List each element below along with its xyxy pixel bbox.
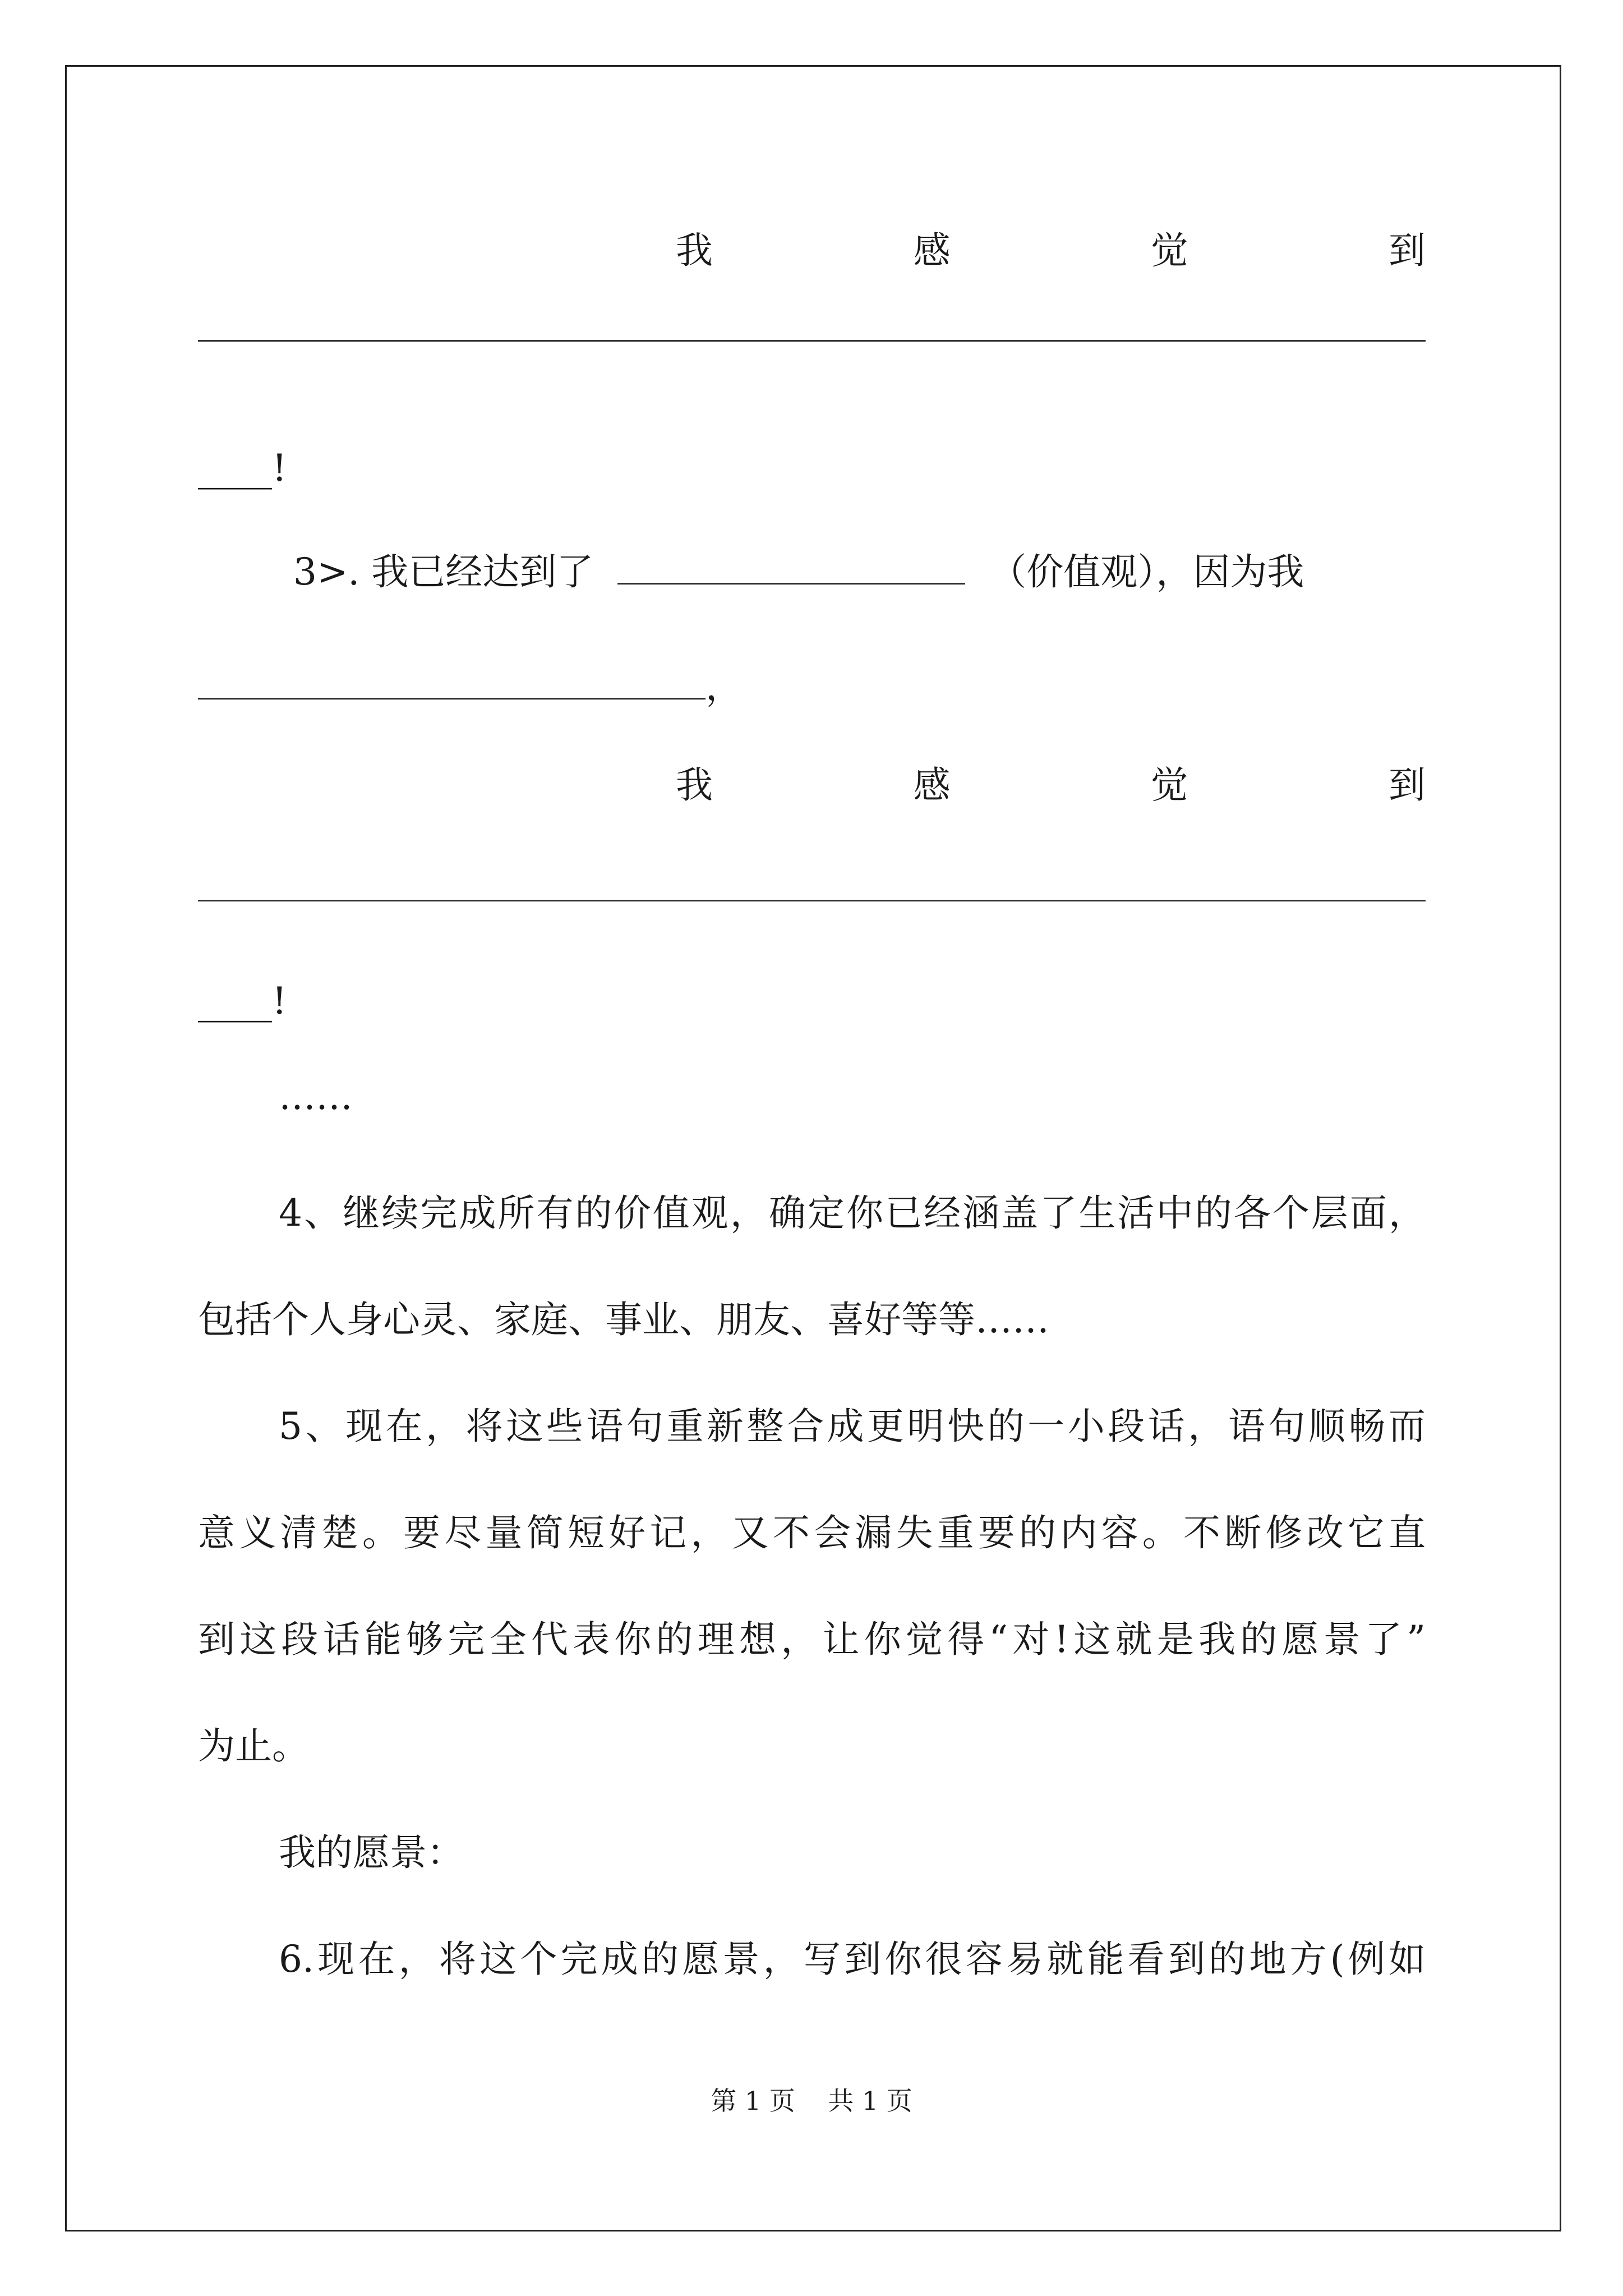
page-footer [0,2084,1623,2118]
felt-char: 我 [676,229,713,272]
felt-line-2 [676,760,1426,811]
felt-line-1 [676,226,1426,276]
value-blank [617,548,965,585]
vision-label: 我的愿景： [279,1831,464,1874]
step-5-line-4: 为止。 [198,1724,309,1768]
item-3-line [293,547,1304,597]
step-4-line-1: 4、继续完成所有的价值观，确定你已经涵盖了生活中的各个层面， [279,1191,1426,1235]
felt-char: 到 [1388,229,1426,272]
item-3-mid: （价值观），因为我 [989,550,1304,593]
step-5-line-2: 意义清楚。要尽量简短好记，又不会漏失重要的内容。不断修改它直 [198,1511,1426,1554]
step-5-line-1: 5、现在，将这些语句重新整合成更明快的一小段话，语句顺畅而 [279,1405,1426,1448]
answer-rule-1 [198,340,1426,342]
ellipsis: …… [279,1075,353,1118]
felt-char: 感 [913,229,951,272]
felt-char: 觉 [1151,763,1188,807]
step-5-line-3: 到这段话能够完全代表你的理想，让你觉得“对!这就是我的愿景了” [198,1618,1426,1661]
answer-tail-1: ____! [198,447,287,490]
item-3-comma: ， [706,665,743,708]
reason-blank [198,663,706,700]
item-3-line-2 [198,662,743,712]
answer-rule-2 [198,900,1426,901]
page-border [65,65,1561,2231]
answer-tail-2: ____! [198,979,287,1023]
step-4-line-2: 包括个人身心灵、家庭、事业、朋友、喜好等等…… [198,1298,1049,1341]
page-number: 第 1 页 [711,2086,795,2116]
felt-char: 我 [676,763,713,807]
felt-char: 感 [913,763,951,807]
felt-char: 觉 [1151,229,1188,272]
page-total: 共 1 页 [828,2086,912,2116]
step-6-line-1: 6.现在，将这个完成的愿景，写到你很容易就能看到的地方(例如 [279,1938,1426,1981]
felt-char: 到 [1388,763,1426,807]
item-3-prefix: 3>. 我已经达到了 [293,550,594,593]
